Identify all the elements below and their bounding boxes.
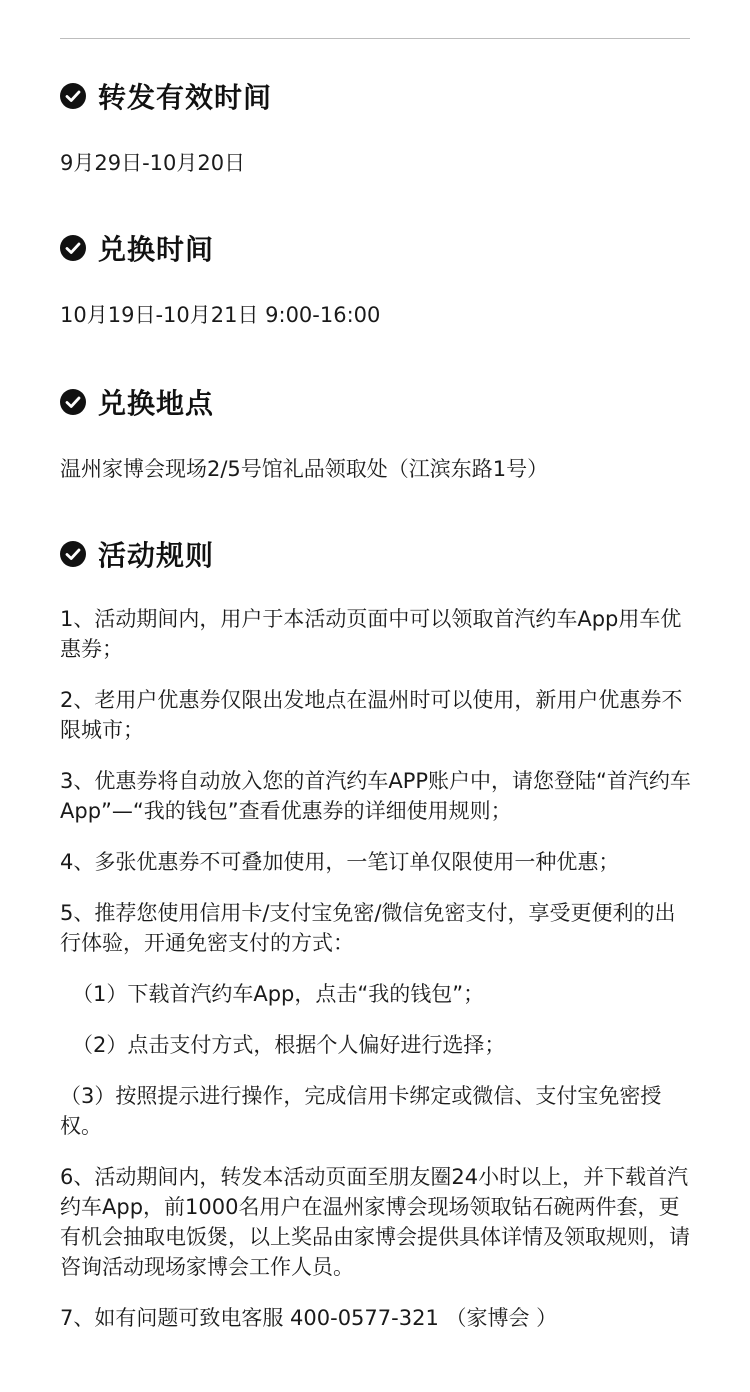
section-title [60, 228, 696, 268]
check-circle-icon [60, 235, 86, 261]
section-rules [60, 534, 696, 574]
rule-sub-item: （1）下载首汽约车App，点击“我的钱包”； [72, 982, 485, 1006]
rules-list [60, 604, 696, 1354]
rule-item: 7、如有问题可致电客服 400-0577-321 （家博会 ） [60, 1306, 558, 1330]
section-title-text: 转发有效时间 [98, 81, 273, 114]
section-title [60, 534, 696, 574]
section-title [60, 382, 696, 422]
section-redeem-time [60, 228, 696, 330]
section-forward-time [60, 76, 696, 178]
rule-item: 5、推荐您使用信用卡/支付宝免密/微信免密支付，享受更便利的出行体验，开通免密支付的方式： [60, 901, 676, 955]
top-divider [60, 38, 690, 39]
section-body: 温州家博会现场2/5号馆礼品领取处（江滨东路1号） [60, 457, 549, 481]
section-redeem-location [60, 382, 696, 484]
check-circle-icon [60, 83, 86, 109]
rule-sub-item: （2）点击支付方式，根据个人偏好进行选择； [72, 1033, 506, 1057]
check-circle-icon [60, 389, 86, 415]
section-title-text: 活动规则 [98, 539, 215, 572]
rule-item: 4、多张优惠券不可叠加使用，一笔订单仅限使用一种优惠； [60, 850, 620, 874]
rule-item: 1、活动期间内，用户于本活动页面中可以领取首汽约车App用车优惠券； [60, 607, 682, 661]
check-circle-icon [60, 541, 86, 567]
section-title-text: 兑换时间 [98, 233, 215, 266]
rule-item: 2、老用户优惠券仅限出发地点在温州时可以使用，新用户优惠券不限城市； [60, 688, 683, 742]
section-title-text: 兑换地点 [98, 387, 215, 420]
section-title [60, 76, 696, 116]
rule-sub-item: （3）按照提示进行操作，完成信用卡绑定或微信、支付宝免密授权。 [60, 1084, 662, 1138]
rule-item: 3、优惠券将自动放入您的首汽约车APP账户中，请您登陆“首汽约车App”—“我的钱包”查看优惠券的详细使用规则； [60, 769, 691, 823]
section-body: 10月19日-10月21日 9:00-16:00 [60, 303, 381, 327]
rule-item: 6、活动期间内，转发本活动页面至朋友圈24小时以上，并下载首汽约车App，前1000名用户在温州家博会现场领取钻石碗两件套，更有机会抽取电饭煲，以上奖品由家博会提供具体详情及领取规则，请咨询活动现场家博会工作人员。 [60, 1165, 690, 1279]
section-body: 9月29日-10月20日 [60, 151, 246, 175]
